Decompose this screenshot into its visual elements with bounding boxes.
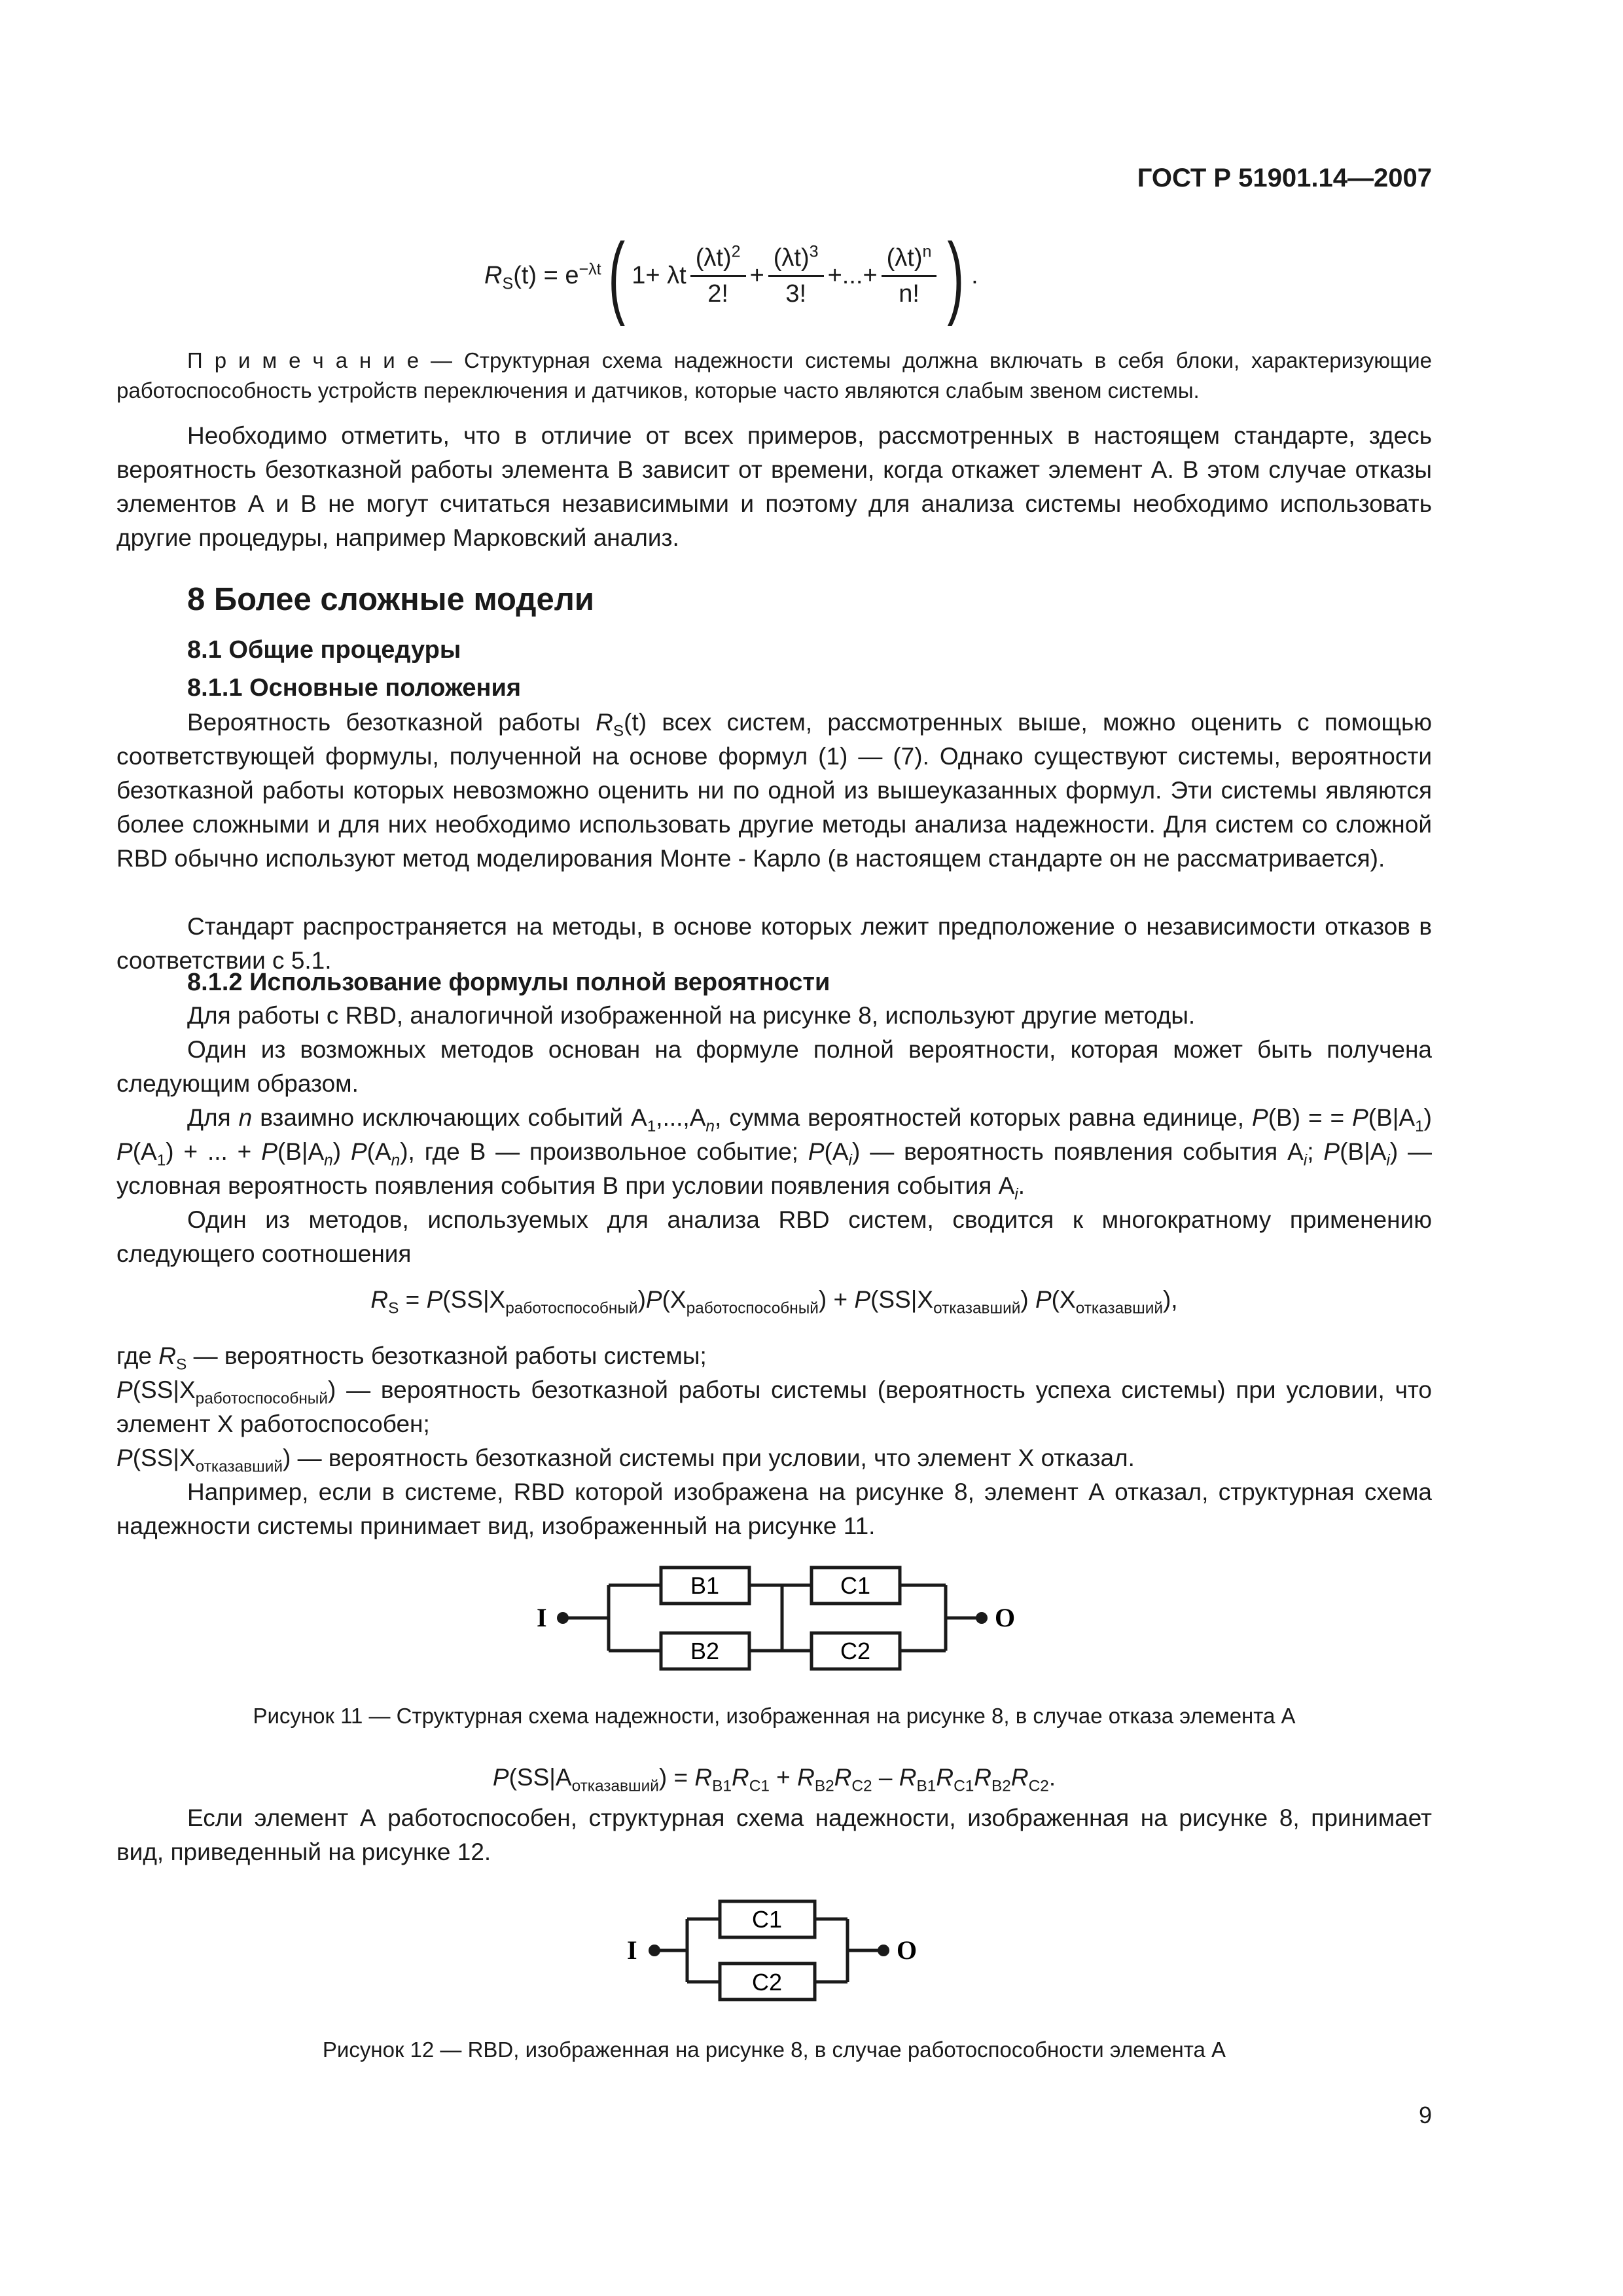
output-label: O [995, 1603, 1016, 1632]
block-b1: B1 [690, 1572, 720, 1599]
paragraph-8-1-2-d: Один из методов, используемых для анализа RBD систем, сводится к многократному применению следующего соотношения [116, 1206, 1432, 1267]
figure-11-rbd [510, 1551, 1047, 1682]
output-node [878, 1945, 889, 1956]
formula-failed-a: $P(SS|A_{отказавший}) = R_{B1}R_{C1} + R_{B2}R_{C2} - R_{B1}R_{C1}R_{B2}R_{C2}$. [492, 1764, 1056, 1795]
output-label: O [897, 1935, 918, 1965]
where-rs: где $R_S$ — вероятность безотказной работы системы; [116, 1342, 707, 1374]
block-b2: B2 [690, 1638, 720, 1664]
output-node [976, 1612, 988, 1624]
paragraph-8-1-2-c: Для n взаимно исключающих событий $А_1,...,А_n$, сумма вероятностей которых равна единице, P(В) = = $P(В|А_1) P(А_1)$ + ... + $P(В|А_n)$ $P(А_n)$, где В — произвольное событие; $P(А_i)$ — вероятность появления события $А_i$; $P(В|А_i)$ — условная вероятность появления события В при условии появления события $А_i$. [116, 1104, 1433, 1204]
block-c1: C1 [751, 1906, 783, 1933]
paragraph-intro: Необходимо отметить, что в отличие от всех примеров, рассмотренных в настоящем стандарте, здесь вероятность безотказной работы элемента В зависит от времени, когда откажет элемент А. В этом случае отказы элементов А и В не могут считаться независимыми и поэтому для анализа системы необходимо использовать другие процедуры, например Марковский анализ. [116, 422, 1432, 551]
note-text: — Структурная схема надежности системы должна включать в себя блоки, характеризующие работоспособность устройств переключения и датчиков, которые часто являются слабым звеном системы. [116, 348, 1432, 403]
formula-rs: $R_S(t) = e^{-\lambda t}$ ( 1+ λt $\frac{(\lambda t)^2}{2!}$ + $\frac{(\lambda t)^3}{3!}$ +...+ $\frac{(\lambda t)^n}{n!}$ ) . [484, 224, 978, 327]
input-label: I [627, 1935, 637, 1965]
input-node [557, 1612, 569, 1624]
right-paren: ) [947, 224, 965, 327]
paragraph-8-1-1-b: Стандарт распространяется на методы, в основе которых лежит предположение о независимости отказов в соответствии с 5.1. [116, 913, 1432, 974]
note [116, 346, 1432, 406]
section-8-1-1-title: 8.1.1 Основные положения [187, 674, 522, 702]
left-paren: ( [608, 224, 625, 327]
standard-id: ГОСТ Р 51901.14—2007 [1137, 164, 1432, 192]
figure-12-rbd [609, 1885, 962, 2016]
note-label: П р и м е ч а н и е [187, 348, 419, 372]
paragraph-if-working: Если элемент А работоспособен, структурная схема надежности, изображенная на рисунке 8, принимает вид, приведенный на рисунке 12. [116, 1804, 1432, 1865]
block-c2: C2 [751, 1969, 783, 1996]
figure-12-caption: Рисунок 12 — RBD, изображенная на рисунке 8, в случае работоспособности элемента А [322, 2037, 1226, 2062]
page-number: 9 [1418, 2102, 1432, 2128]
paragraph-8-1-2-b: Один из возможных методов основан на формуле полной вероятности, которая может быть получена следующим образом. [116, 1036, 1432, 1097]
block-c2: C2 [840, 1638, 871, 1664]
paragraph-8-1-1-a: Вероятность безотказной работы $R_S(t)$ всех систем, рассмотренных выше, можно оценить с помощью соответствующей формулы, полученной на основе формул (1) — (7). Однако существуют системы, вероятности безотказной работы которых невозможно оценить ни по одной из вышеуказанных формул. Эти системы являются более сложными и для них необходимо использовать другие методы анализа надежности. Для систем со сложной RBD обычно используют метод моделирования Монте - Карло (в настоящем стандарте он не рассматривается). [116, 709, 1432, 872]
block-c1: C1 [840, 1572, 871, 1599]
where-p-failed: $P(SS|X_{отказавший})$ — вероятность безотказной системы при условии, что элемент X отказал. [116, 1444, 1135, 1476]
input-label: I [537, 1603, 547, 1632]
formula-total-probability: $R_S = P(SS|X_{работоспособный})P(X_{работоспособный}) + P(SS|X_{отказавший})$ $P(X_{отказавший})$, [370, 1286, 1178, 1318]
section-8-1-title: 8.1 Общие процедуры [187, 636, 461, 664]
paragraph-example: Например, если в системе, RBD которой изображена на рисунке 8, элемент А отказал, структурная схема надежности системы принимает вид, изображенный на рисунке 11. [116, 1479, 1432, 1539]
paragraph-8-1-2-a: Для работы с RBD, аналогичной изображенной на рисунке 8, используют другие методы. [187, 1002, 1196, 1029]
where-p-working: $P(SS|X_{работоспособный})$ — вероятность безотказной работы системы (вероятность успеха системы) при условии, что элемент X работоспособен; [116, 1376, 1432, 1437]
input-node [649, 1945, 660, 1956]
section-8-1-2-title: 8.1.2 Использование формулы полной вероятности [187, 969, 830, 996]
section-8-title: 8 Более сложные модели [187, 582, 594, 617]
figure-11-caption: Рисунок 11 — Структурная схема надежности, изображенная на рисунке 8, в случае отказа элемента А [253, 1704, 1296, 1728]
